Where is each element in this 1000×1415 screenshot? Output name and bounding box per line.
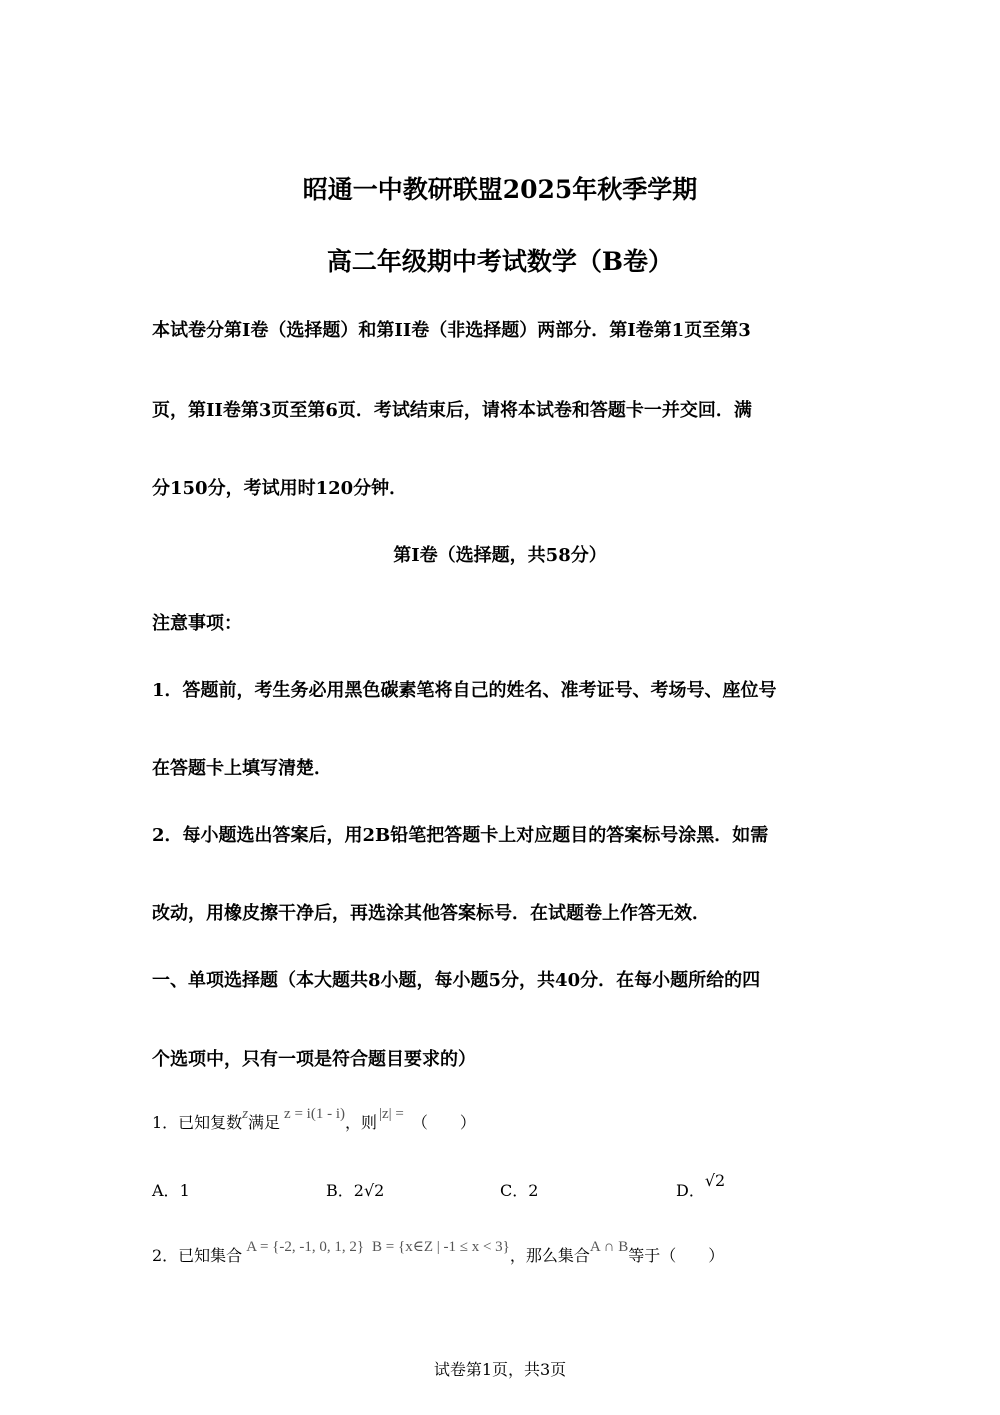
q2-set-a: A = {-2, -1, 0, 1, 2} xyxy=(246,1239,365,1255)
q2-expression: A ∩ B xyxy=(589,1239,629,1255)
q1-abs: |z| = xyxy=(379,1106,404,1122)
q1-then: ，则 xyxy=(344,1113,377,1132)
q1-equation: z = i(1 - i) xyxy=(284,1106,345,1122)
q2-set-b: B = {x∈Z | -1 ≤ x < 3} xyxy=(372,1239,510,1255)
notice-line-1: 1．答题前，考生务必用黑色碳素笔将自己的姓名、准考证号、考场号、座位号 xyxy=(152,680,777,701)
notice-line-4: 改动，用橡皮擦干净后，再选涂其他答案标号．在试题卷上作答无效． xyxy=(152,903,710,924)
part1-line-1: 一、单项选择题（本大题共8小题，每小题5分，共40分．在每小题所给的四 xyxy=(152,970,761,991)
q2-prefix: 2．已知集合 xyxy=(152,1246,243,1265)
question-1 xyxy=(152,1106,476,1133)
section1-title: 第I卷（选择题，共58分） xyxy=(393,545,607,566)
intro-line-3: 分150分，考试用时120分钟． xyxy=(152,478,408,499)
notice-line-2: 在答题卡上填写清楚． xyxy=(152,758,332,779)
q2-mid: ，那么集合 xyxy=(509,1246,590,1265)
q1-option-b: B．2√2 xyxy=(326,1181,385,1200)
q1-option-a: A．1 xyxy=(152,1181,190,1200)
q2-suffix: 等于（ ） xyxy=(628,1246,725,1265)
intro-line-1: 本试卷分第I卷（选择题）和第II卷（非选择题）两部分．第I卷第1页至第3 xyxy=(152,320,751,341)
question-2 xyxy=(152,1239,725,1266)
q1-option-c: C．2 xyxy=(500,1181,539,1200)
q1-prefix: 1．已知复数 xyxy=(152,1113,243,1132)
q1-option-d: D．√2 xyxy=(676,1171,726,1200)
exam-title-line1: 昭通一中教研联盟2025年秋季学期 xyxy=(302,175,698,204)
q1-variable: z xyxy=(242,1106,249,1122)
notice-line-3: 2．每小题选出答案后，用2B铅笔把答题卡上对应题目的答案标号涂黑．如需 xyxy=(152,825,769,846)
q1-mid: 满足 xyxy=(248,1113,281,1132)
notice-label: 注意事项： xyxy=(152,613,242,634)
part1-line-2: 个选项中，只有一项是符合题目要求的） xyxy=(152,1049,476,1070)
page-footer: 试卷第1页，共3页 xyxy=(433,1360,567,1379)
q1-answer-paren: （ ） xyxy=(411,1113,476,1132)
intro-line-2: 页，第II卷第3页至第6页．考试结束后，请将本试卷和答题卡一并交回．满 xyxy=(152,400,752,421)
exam-title-line2: 高二年级期中考试数学（B卷） xyxy=(326,247,674,276)
